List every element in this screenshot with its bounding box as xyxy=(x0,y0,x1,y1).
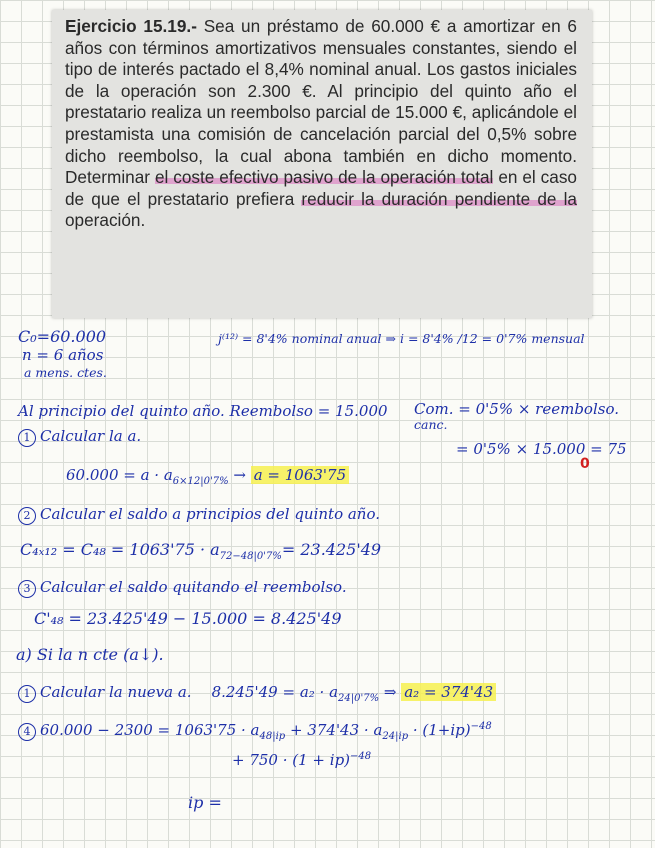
step-number-3: 3 xyxy=(18,580,36,598)
step3-title xyxy=(18,578,347,598)
step3-text: Calcular el saldo quitando el reembolso. xyxy=(40,578,347,596)
step2-title xyxy=(18,505,380,525)
exercise-statement xyxy=(65,16,577,232)
note-rate: j⁽¹²⁾ = 8'4% nominal anual ⇒ i = 8'4% /12 = 0'7% mensual xyxy=(218,331,585,346)
stepa1-title: Calcular la nueva a. xyxy=(40,683,192,701)
step4-sub1: 48|ip xyxy=(259,731,286,742)
step-number-1: 1 xyxy=(18,429,36,447)
step4-eq: 60.000 − 2300 = 1063'75 · a xyxy=(40,721,260,739)
note-n: n = 6 años xyxy=(22,346,104,364)
step2-equation xyxy=(20,541,381,566)
step4-line2 xyxy=(232,748,371,769)
step2-sub: 72−48|0'7% xyxy=(219,551,282,563)
step4-line xyxy=(18,718,492,746)
exercise-heading: Ejercicio 15.19.- xyxy=(65,16,197,36)
step1-title xyxy=(18,427,141,447)
highlight-reducir: reducir la duración pendiente de la xyxy=(301,188,577,209)
step4-end: · (1+ip) xyxy=(408,721,471,739)
step4-line2-text: + 750 · (1 + ip) xyxy=(232,751,351,769)
step1-equation: $60.000 = a \cdot a_{6\times 12|0'7\%} \to a = 1063'75$ xyxy=(66,466,349,491)
note-com: Com. = 0'5% × reembolso. xyxy=(414,400,619,418)
exercise-text-2: en el caso de que el prestatario prefiera xyxy=(65,167,577,209)
step4-exp: −48 xyxy=(470,721,492,732)
step1-text: Calcular la a. xyxy=(40,427,142,445)
step-number-2: 2 xyxy=(18,507,36,525)
step2-text: Calcular el saldo a principios del quinto año. xyxy=(40,505,381,523)
stepa1-result: a₂ = 374'43 xyxy=(401,683,496,701)
stepa1-sub: 24|0'7% xyxy=(338,693,380,704)
step2-result: = 23.425'49 xyxy=(281,540,382,559)
step4-exp2: −48 xyxy=(350,751,372,762)
step4-mid: + 374'43 · a xyxy=(285,721,383,739)
note-c0: C₀=60.000 xyxy=(18,327,107,346)
step-number-4: 4 xyxy=(18,723,36,741)
note-com-value: = 0'5% × 15.000 = 75 xyxy=(456,440,627,458)
stepa1-line: 1 Calcular la nueva a. $8.245'49 = a_2 \cdot a_{24|0'7\%}$ ⇒ a₂ = 374'43 xyxy=(18,683,496,708)
ip-line: ip = xyxy=(188,793,222,812)
note-canc: canc. xyxy=(414,417,448,432)
step1-result: a = 1063'75 xyxy=(251,466,349,484)
part-a: a) Si la n cte (a↓). xyxy=(16,645,164,664)
step-number-1b: 1 xyxy=(18,685,36,703)
note-mens: a mens. ctes. xyxy=(24,365,107,380)
exercise-text: Sea un préstamo de 60.000 € a amortizar en 6 años con términos amortizativos mensuales constantes, siendo el tipo de interés pactado el 8,4% nominal anual. Los gastos iniciales de la operación son 2.300 €. Al principio del quinto año el prestatario realiza un reembolso parcial de 15.000 €, aplicándole el prestamista una comisión de cancelación parcial del 0,5% sobre dicho reembolso, la cual abona también en dicho momento. Determinar xyxy=(65,16,577,188)
step1-eq: 60.000 = a · a xyxy=(66,466,173,484)
step4-sub2: 24|ip xyxy=(382,731,409,742)
note-principio: Al principio del quinto año. Reembolso = 15.000 xyxy=(18,402,388,420)
stepa1-eq: 8.245'49 = a₂ · a xyxy=(211,683,339,701)
step3-equation: C'₄₈ = 23.425'49 − 15.000 = 8.425'49 xyxy=(34,609,342,628)
step1-sub: 6×12|0'7% xyxy=(172,476,229,487)
correction-mark: 0 xyxy=(580,456,590,472)
step2-eq: C₄ₓ₁₂ = C₄₈ = 1063'75 · a xyxy=(20,540,220,559)
exercise-text-end: operación. xyxy=(65,210,146,231)
highlight-coste: el coste efectivo pasivo de la operación total xyxy=(154,167,494,188)
